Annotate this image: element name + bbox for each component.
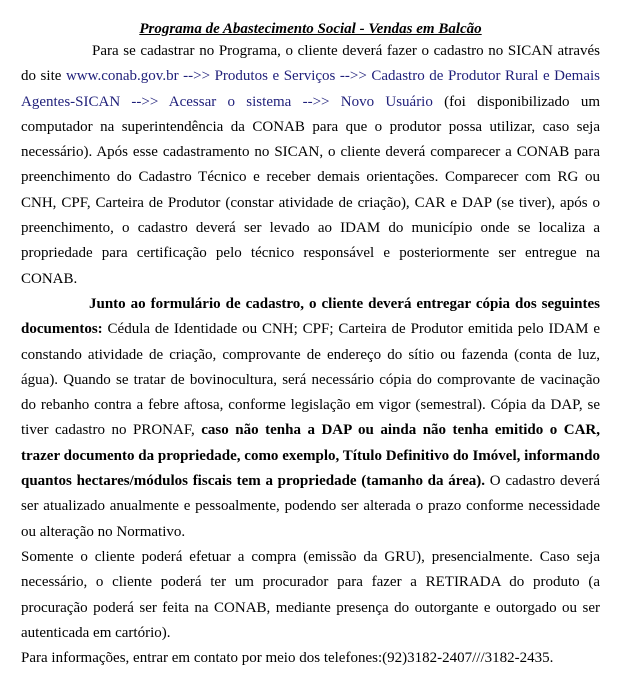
documents-update-note: O cadastro deverá ser atualizado anualmente e pessoalmente, podendo ser alterada o prazo conforme necessidade ou alteração no Normativo.: [21, 473, 601, 540]
paragraph-documents: [21, 292, 600, 545]
paragraph-registration: [21, 39, 600, 292]
page-title: Programa de Abastecimento Social - Vendas em Balcão: [139, 21, 482, 37]
documents-lead: Junto ao formulário de cadastro, o cliente deverá entregar cópia dos seguintes documentos:: [21, 295, 600, 338]
paragraph-purchase: Somente o cliente poderá efetuar a compra (emissão da GRU), presencialmente. Caso seja necessário, o cliente poderá ter um procurador para fazer a RETIRADA do produto (a procuração poderá ser feita na CONAB, mediante presença do outorgante e outorgado ou ser autenticada em cartório).: [21, 548, 600, 641]
documents-property-note: caso não tenha a DAP ou ainda não tenha emitido o CAR, trazer documento da propriedade, como exemplo, Título Definitivo do Imóvel, informando quantos hectares/módulos fiscais tem a propriedade (tamanho da área).: [21, 422, 600, 490]
conab-site-link[interactable]: www.conab.gov.br -->> Produtos e Serviços -->> Cadastro de Produtor Rural e Demais Agentes-SICAN -->> Acessar o sistema -->> Novo Usuário: [21, 68, 600, 110]
paragraph-contact: Para informações, entrar em contato por meio dos telefones:(92)3182-2407///3182-2435.: [21, 650, 554, 667]
registration-details: (foi disponibilizado um computador na superintendência da CONAB para que o produtor possa utilizar, caso seja necessário). Após esse cadastramento no SICAN, o cliente deverá comparecer a CONAB para preenchimento do Cadastro Técnico e receber demais orientações. Comparecer com RG ou CNH, CPF, Carteira de Produtor (constar atividade de criação), CAR e DAP (se tiver), após o preenchimento, o cadastro deverá ser levado ao IDAM do município onde se localiza a propriedade para certificação pelo técnico responsável e posteriormente ser entregue na CONAB.: [21, 93, 601, 287]
registration-intro: Para se cadastrar no Programa, o cliente deverá fazer o cadastro no SICAN através do site: [21, 43, 600, 85]
documents-list: Cédula de Identidade ou CNH; CPF; Carteira de Produtor emitida pelo IDAM e constando atividade de criação, comprovante de endereço do sítio ou fazenda (conta de luz, água). Quando se tratar de bovinocultura, será necessário cópia do comprovante de vacinação do rebanho contra a febre aftosa, conforme legislação em vigor (semestral). Cópia da DAP, se tiver cadastro no PRONAF,: [21, 321, 601, 439]
